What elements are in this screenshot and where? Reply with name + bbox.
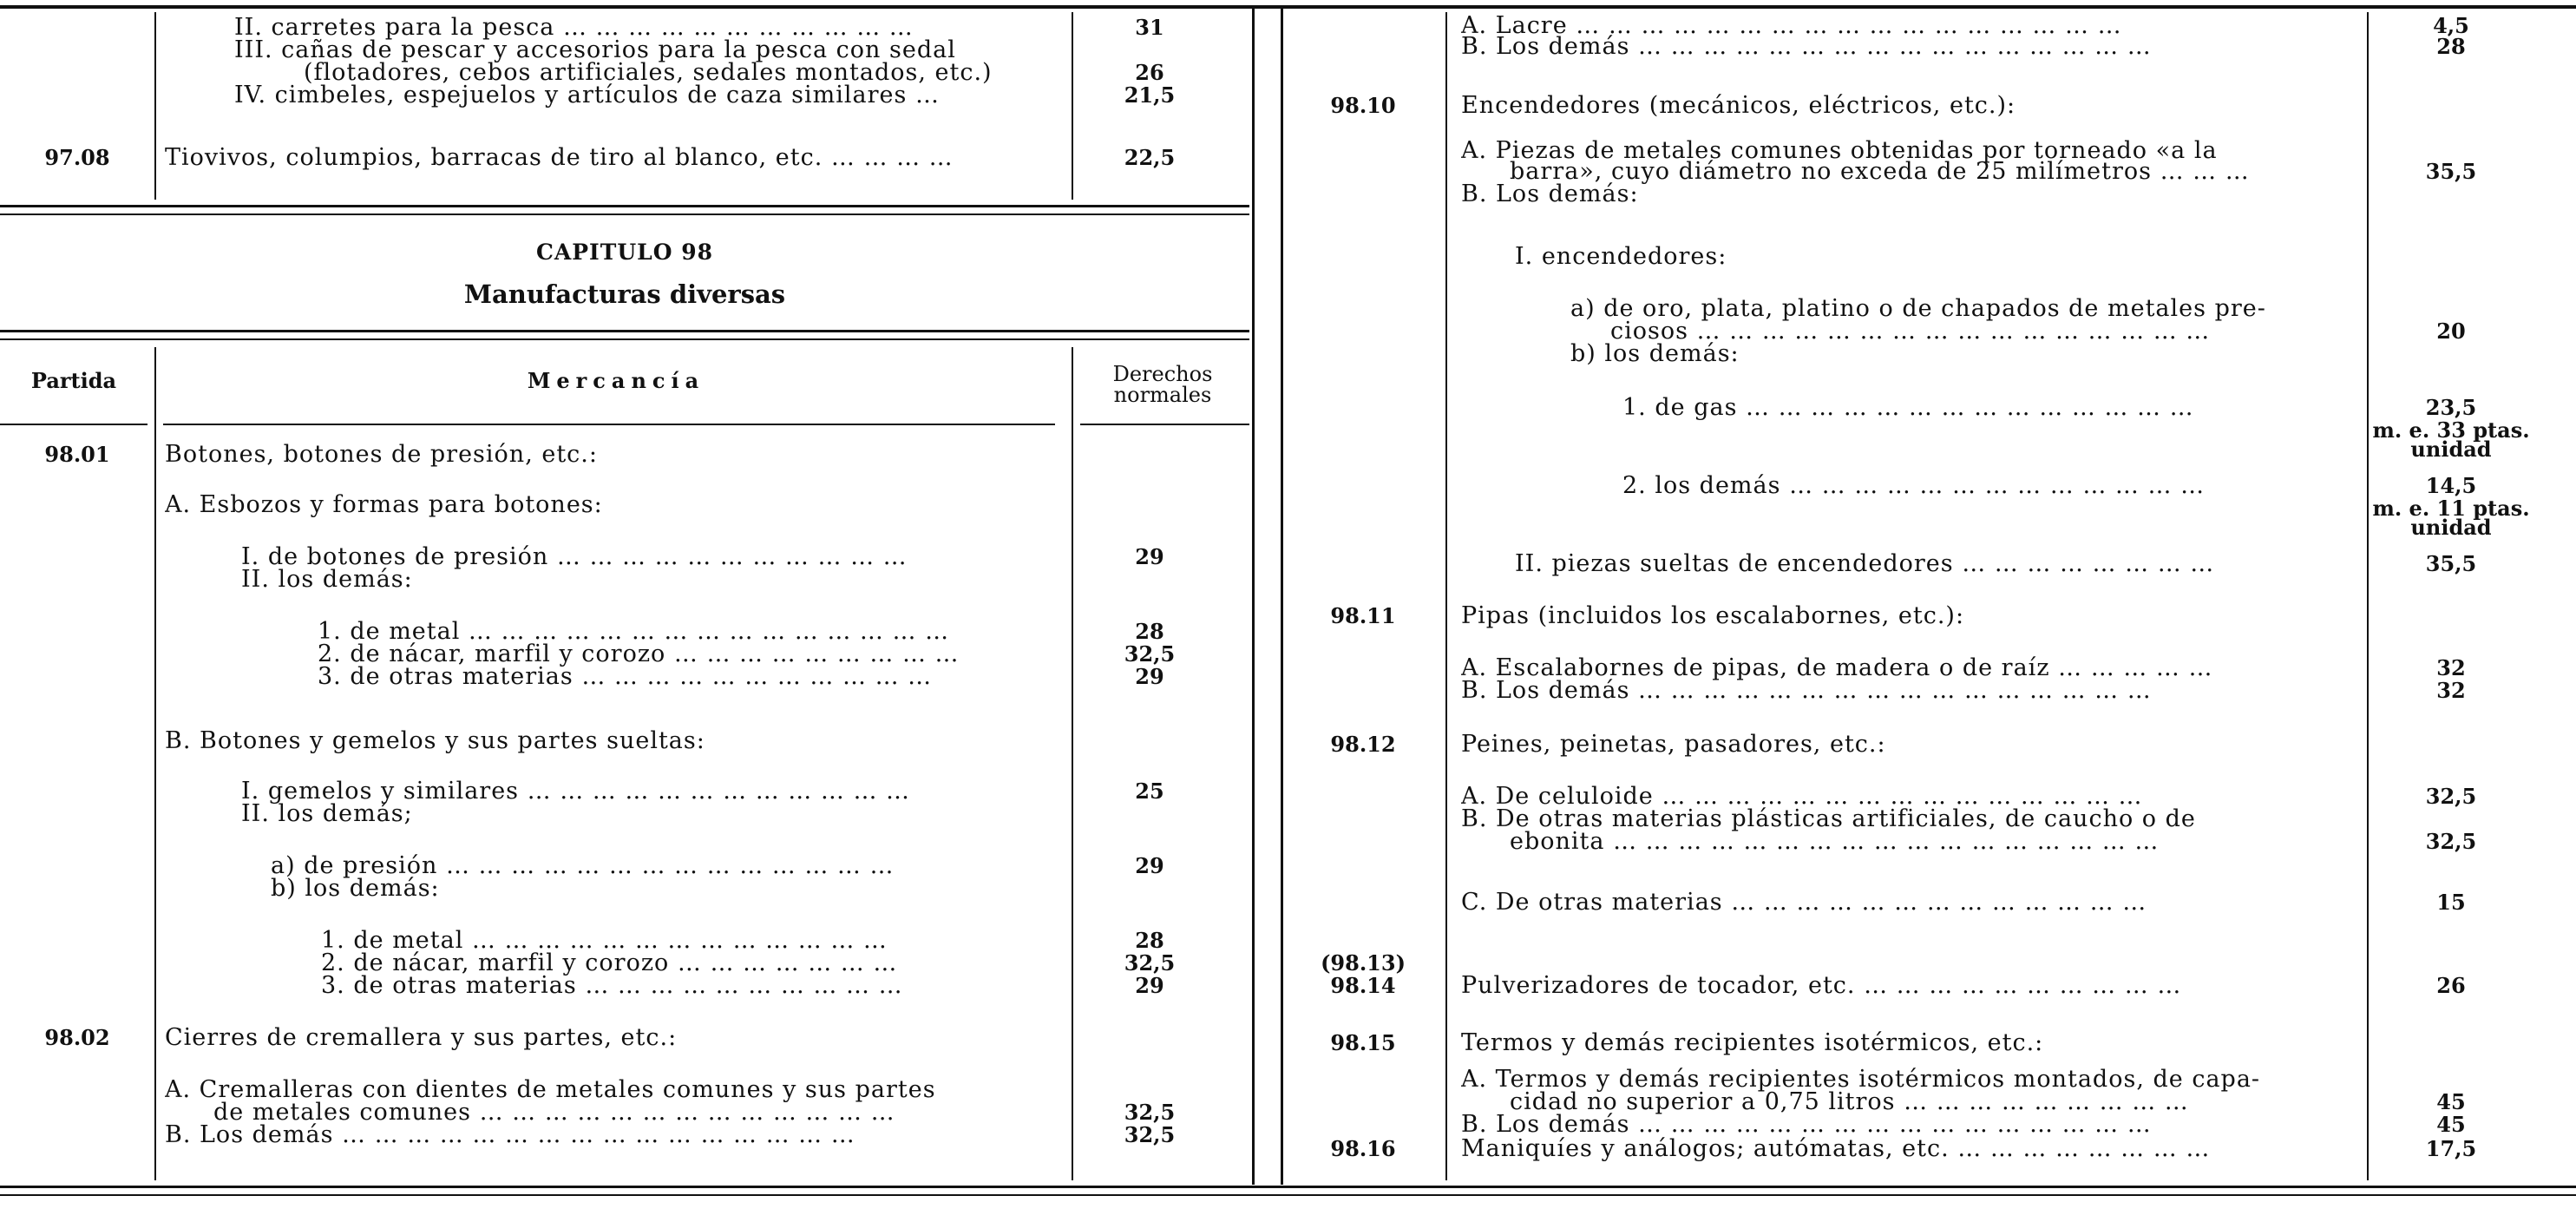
header-bottom-rule-left: [0, 424, 147, 425]
left-duty-value: 21,5: [1124, 82, 1176, 108]
left-val-divider-bottom: [1072, 347, 1073, 1180]
left-duty-value: 29: [1135, 853, 1164, 878]
right-duty-value: 20: [2436, 319, 2466, 344]
right-duty-value: 15: [2436, 890, 2466, 915]
left-merchandise-line: A. Cremalleras con dientes de metales comunes y sus partes: [165, 1076, 936, 1103]
left-merchandise-line: B. Botones y gemelos y sus partes sueltas:: [165, 727, 705, 754]
left-duty-value: 26: [1135, 60, 1164, 85]
right-duty-value: m. e. 33 ptas.: [2372, 417, 2530, 443]
right-merchandise-line: C. De otras materias … … … … … … … … … … … … …: [1461, 889, 2147, 916]
bottom-rule-b: [0, 1194, 2576, 1196]
right-merchandise-line: barra», cuyo diámetro no exceda de 25 milímetros … … …: [1510, 158, 2250, 185]
left-merchandise-line: Tiovivos, columpios, barracas de tiro al blanco, etc. … … … …: [165, 144, 954, 171]
right-duty-value: 45: [2436, 1089, 2466, 1114]
chapter-rule-a: [0, 330, 1249, 332]
left-partida-code: 98.02: [44, 1025, 110, 1050]
center-divider-2: [1281, 9, 1283, 1185]
left-duty-value: 32,5: [1124, 950, 1176, 976]
left-duty-value: 29: [1135, 664, 1164, 689]
left-duty-value: 25: [1135, 779, 1164, 804]
right-merchandise-line: ciosos … … … … … … … … … … … … … … … …: [1610, 318, 2211, 345]
bottom-rule-a: [0, 1186, 2576, 1188]
right-merchandise-line: Peines, peinetas, pasadores, etc.:: [1461, 731, 1886, 758]
right-merchandise-line: B. Los demás … … … … … … … … … … … … … … … …: [1461, 1111, 2152, 1138]
left-merchandise-line: (flotadores, cebos artificiales, sedales montados, etc.): [304, 59, 993, 86]
right-duty-value: unidad: [2410, 515, 2492, 540]
right-merchandise-line: B. Los demás … … … … … … … … … … … … … … … …: [1461, 33, 2152, 60]
right-partida-code: 98.15: [1330, 1030, 1396, 1055]
right-duty-value: 32: [2436, 655, 2466, 680]
section-rule-b: [0, 214, 1249, 215]
left-merchandise-line: Botones, botones de presión, etc.:: [165, 441, 598, 468]
right-duty-value: 45: [2436, 1112, 2466, 1137]
left-merchandise-line: 3. de otras materias … … … … … … … … … …: [321, 972, 903, 999]
left-col-divider-bottom: [154, 347, 156, 1180]
left-partida-code: 97.08: [44, 145, 110, 170]
left-duty-value: 29: [1135, 544, 1164, 569]
chapter-title: Manufacturas diversas: [463, 279, 786, 309]
left-duty-value: 28: [1135, 619, 1164, 644]
right-duty-value: 35,5: [2425, 159, 2477, 184]
right-duty-value: 32,5: [2425, 829, 2477, 854]
right-merchandise-line: A. Escalabornes de pipas, de madera o de raíz … … … … …: [1461, 654, 2213, 681]
right-merchandise-line: Maniquíes y análogos; autómatas, etc. … … … … … … … …: [1461, 1135, 2211, 1162]
right-merchandise-line: A. Termos y demás recipientes isotérmicos montados, de capa-: [1461, 1066, 2261, 1093]
right-merchandise-line: B. Los demás:: [1461, 181, 1639, 207]
left-merchandise-line: A. Esbozos y formas para botones:: [165, 491, 603, 518]
right-merchandise-line: Encendedores (mecánicos, eléctricos, etc.):: [1461, 92, 2016, 119]
left-merchandise-line: II. los demás;: [241, 800, 413, 827]
left-merchandise-line: III. cañas de pescar y accesorios para la pesca con sedal: [234, 36, 956, 63]
header-partida: Partida: [30, 368, 117, 393]
left-partida-code: 98.01: [44, 442, 110, 467]
left-duty-value: 32,5: [1124, 641, 1176, 667]
right-merchandise-line: Pulverizadores de tocador, etc. … … … … … … … … … …: [1461, 972, 2182, 999]
left-duty-value: 32,5: [1124, 1122, 1176, 1147]
left-duty-value: 29: [1135, 973, 1164, 998]
left-duty-value: 22,5: [1124, 145, 1176, 170]
right-merchandise-line: I. encendedores:: [1515, 243, 1727, 270]
right-partida-code: (98.13): [1321, 950, 1406, 976]
right-merchandise-line: A. De celuloide … … … … … … … … … … … … … … …: [1461, 783, 2143, 810]
left-merchandise-line: 1. de metal … … … … … … … … … … … … … … …: [318, 618, 950, 645]
left-duty-value: 31: [1135, 15, 1164, 40]
left-merchandise-line: II. los demás:: [241, 566, 413, 593]
right-partida-code: 98.14: [1330, 973, 1396, 998]
left-merchandise-line: de metales comunes … … … … … … … … … … … … …: [213, 1099, 895, 1126]
left-merchandise-line: II. carretes para la pesca … … … … … … … … … … …: [234, 14, 914, 41]
center-divider-1: [1252, 9, 1255, 1185]
right-merchandise-line: A. Lacre … … … … … … … … … … … … … … … … …: [1461, 12, 2122, 39]
left-duty-value: 32,5: [1124, 1100, 1176, 1125]
right-duty-value: m. e. 11 ptas.: [2372, 496, 2530, 521]
left-merchandise-line: IV. cimbeles, espejuelos y artículos de caza similares …: [234, 82, 940, 108]
right-merchandise-line: a) de oro, plata, platino o de chapados de metales pre-: [1570, 295, 2266, 322]
right-merchandise-line: cidad no superior a 0,75 litros … … … … … … … … …: [1510, 1088, 2189, 1115]
left-merchandise-line: a) de presión … … … … … … … … … … … … … …: [271, 852, 895, 879]
right-duty-value: 35,5: [2425, 551, 2477, 576]
header-bottom-rule-mid: [163, 424, 1055, 425]
right-duty-value: 32: [2436, 678, 2466, 703]
left-val-divider-top: [1072, 12, 1073, 200]
right-merchandise-line: 2. los demás … … … … … … … … … … … … …: [1622, 472, 2206, 499]
right-merchandise-line: b) los demás:: [1570, 340, 1740, 367]
left-merchandise-line: 2. de nácar, marfil y corozo … … … … … … … … …: [318, 641, 960, 667]
left-merchandise-line: 3. de otras materias … … … … … … … … … … …: [318, 663, 933, 690]
right-partida-code: 98.10: [1330, 93, 1396, 118]
left-merchandise-line: Cierres de cremallera y sus partes, etc.:: [165, 1024, 678, 1051]
right-merchandise-line: ebonita … … … … … … … … … … … … … … … … …: [1510, 828, 2160, 855]
right-duty-value: 28: [2436, 34, 2466, 59]
right-duty-value: 23,5: [2425, 395, 2477, 420]
left-merchandise-line: 2. de nácar, marfil y corozo … … … … … … …: [321, 949, 898, 976]
left-merchandise-line: 1. de metal … … … … … … … … … … … … …: [321, 927, 888, 954]
right-duty-value: 17,5: [2425, 1136, 2477, 1161]
right-merchandise-line: Pipas (incluidos los escalabornes, etc.):: [1461, 602, 1965, 629]
right-duty-value: 4,5: [2433, 13, 2469, 38]
right-merchandise-line: Termos y demás recipientes isotérmicos, etc.:: [1461, 1029, 2044, 1056]
right-merchandise-line: B. Los demás … … … … … … … … … … … … … … … …: [1461, 677, 2152, 704]
right-partida-code: 98.12: [1330, 732, 1396, 757]
right-merchandise-line: 1. de gas … … … … … … … … … … … … … …: [1622, 394, 2194, 421]
header-mercancia: Mercancía: [527, 368, 705, 393]
right-partida-code: 98.11: [1330, 603, 1396, 628]
left-col-divider-top: [154, 12, 156, 200]
right-duty-value: 32,5: [2425, 784, 2477, 809]
right-duty-value: 14,5: [2425, 473, 2477, 498]
right-merchandise-line: B. De otras materias plásticas artificiales, de caucho o de: [1461, 805, 2196, 832]
left-merchandise-line: I. gemelos y similares … … … … … … … … … … … …: [241, 778, 911, 805]
chapter-number: CAPITULO 98: [535, 240, 714, 265]
section-rule-a: [0, 205, 1249, 207]
left-merchandise-line: B. Los demás … … … … … … … … … … … … … … … …: [165, 1121, 855, 1148]
right-merchandise-line: II. piezas sueltas de encendedores … … … … … … … …: [1515, 550, 2215, 577]
right-merchandise-line: A. Piezas de metales comunes obtenidas por torneado «a la: [1461, 137, 2218, 164]
header-derechos-2: normales: [1113, 383, 1212, 407]
header-derechos-1: Derechos: [1112, 362, 1213, 386]
right-duty-value: 26: [2436, 973, 2466, 998]
right-col-divider: [1445, 12, 1447, 1180]
left-duty-value: 28: [1135, 928, 1164, 953]
left-merchandise-line: I. de botones de presión … … … … … … … … … … …: [241, 543, 908, 570]
left-merchandise-line: b) los demás:: [271, 875, 440, 902]
right-partida-code: 98.16: [1330, 1136, 1396, 1161]
header-bottom-rule-right: [1080, 424, 1249, 425]
right-duty-value: unidad: [2410, 437, 2492, 462]
chapter-rule-b: [0, 338, 1249, 340]
